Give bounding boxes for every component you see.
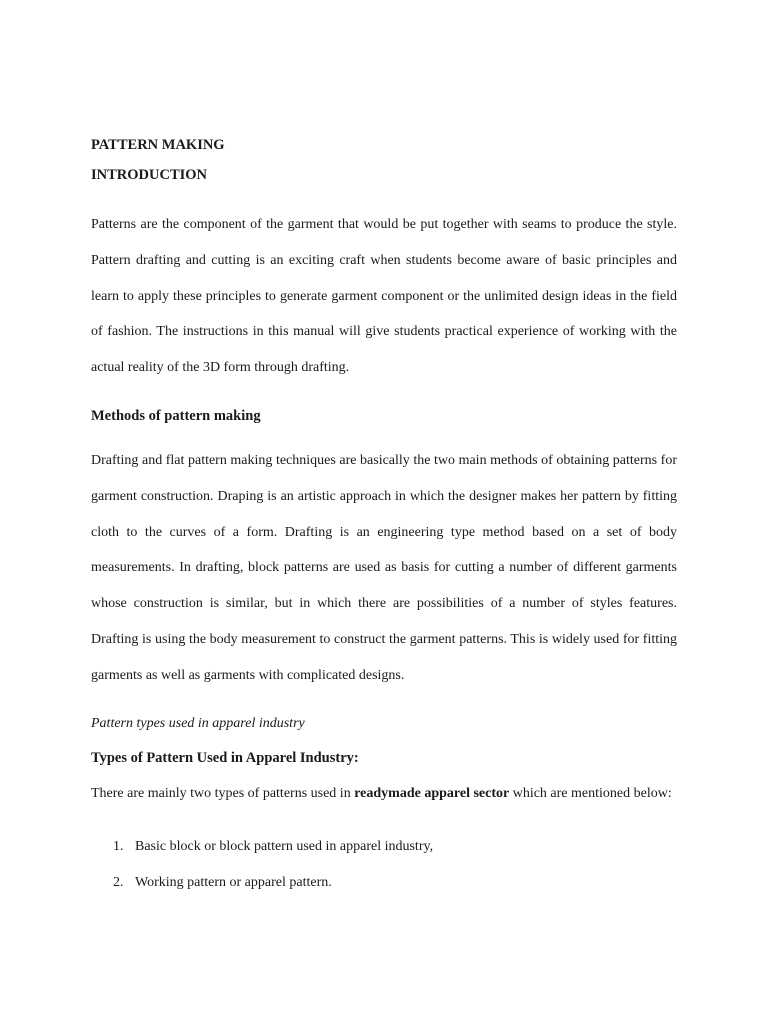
methods-heading: Methods of pattern making [91,407,261,424]
list-item-number: 2. [113,874,124,890]
list-item-text: Working pattern or apparel pattern. [135,874,332,890]
types-intro-paragraph [91,776,677,812]
list-item [91,829,677,865]
methods-paragraph: Drafting and flat pattern making techniques are basically the two main methods of obtaining patterns for garment construction. Draping is an artistic approach in which the designer makes her pattern by fitting cloth to the curves of a form. Drafting is an engineering type method based on a set of body measurements. In drafting, block patterns are used as basis for cutting a number of different garments whose construction is similar, but in which there are possibilities of a number of styles features. Drafting is using the body measurement to construct the garment patterns. This is widely used for fitting garments as well as garments with complicated designs. [91,452,677,683]
types-intro-text-end: which are mentioned below: [509,785,672,801]
document-page [91,130,677,900]
italic-subheading: Pattern types used in apparel industry [91,715,305,731]
document-subtitle: INTRODUCTION [91,167,208,183]
types-intro-text: There are mainly two types of patterns used in [91,785,355,801]
document-title: PATTERN MAKING [91,137,225,153]
list-item-text: Basic block or block pattern used in apparel industry, [135,839,434,855]
pattern-types-list [91,829,677,900]
types-heading: Types of Pattern Used in Apparel Industry: [91,749,359,766]
list-item-number: 1. [113,839,124,855]
types-intro-bold-text: readymade apparel sector [354,785,510,801]
list-item [91,865,677,901]
intro-paragraph: Patterns are the component of the garment that would be put together with seams to produce the style. Pattern drafting and cutting is an exciting craft when students become aware of basic principles and learn to apply these principles to generate garment component or the unlimited design ideas in the field of fashion. The instructions in this manual will give students practical experience of working with the actual reality of the 3D form through drafting. [91,217,677,376]
